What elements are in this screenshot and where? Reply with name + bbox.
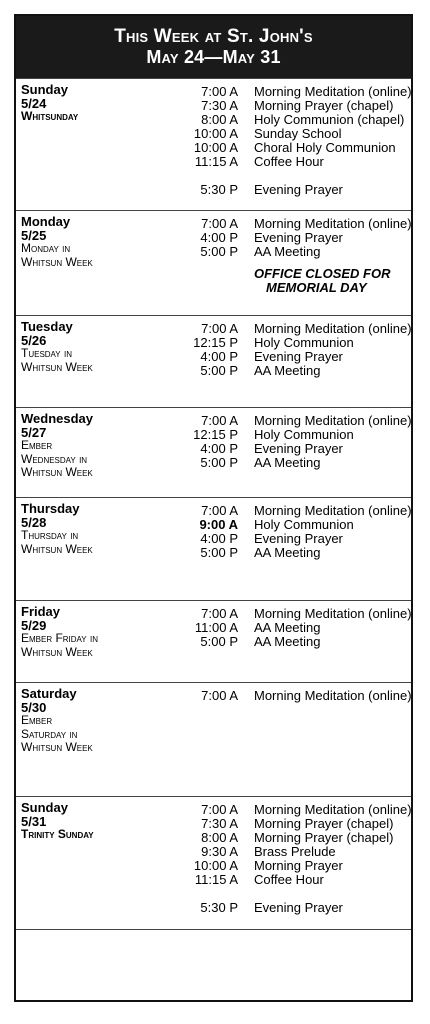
day-feast: Whitsun Week	[21, 254, 93, 269]
event-time: 9:30 A	[201, 844, 238, 859]
day-name: Thursday	[21, 501, 80, 516]
event-time: 7:00 A	[201, 84, 238, 99]
event-name: Morning Meditation (online)	[254, 503, 412, 518]
closing-divider	[16, 929, 411, 930]
event-name: AA Meeting	[254, 620, 321, 635]
day-feast: Monday in	[21, 241, 71, 256]
event-time: 11:00 A	[194, 620, 238, 635]
day-name: Monday	[21, 214, 71, 229]
event-time: 7:30 A	[201, 816, 238, 831]
event-name: Morning Prayer (chapel)	[254, 816, 394, 831]
event-name: Evening Prayer	[254, 182, 343, 197]
event-time: 5:30 P	[200, 182, 238, 197]
event-name: Morning Meditation (online)	[254, 84, 412, 99]
event-time: 4:00 P	[200, 441, 238, 456]
event-time: 7:30 A	[201, 98, 238, 113]
event-time: 5:00 P	[200, 244, 238, 259]
event-time: 7:00 A	[201, 216, 238, 231]
day-date: 5/24	[21, 95, 47, 111]
day-label	[21, 687, 151, 755]
event-time: 10:00 A	[193, 858, 238, 873]
event-time: 12:15 P	[193, 427, 238, 442]
event-name: Morning Meditation (online)	[254, 413, 412, 428]
day-name: Sunday	[21, 800, 68, 815]
day-block	[16, 210, 411, 315]
day-date: 5/29	[21, 617, 47, 633]
event-time: 4:00 P	[200, 230, 238, 245]
event-time: 5:30 P	[200, 900, 238, 915]
day-label	[21, 412, 151, 480]
schedule-card	[14, 14, 413, 1002]
schedule-header	[16, 16, 411, 78]
event-name: Morning Meditation (online)	[254, 688, 412, 703]
event-name: AA Meeting	[254, 244, 321, 259]
event-time: 12:15 P	[193, 335, 238, 350]
event-time: 11:15 A	[194, 154, 238, 169]
event-time: 5:00 P	[200, 545, 238, 560]
header-date-range: May 24—May 31	[146, 47, 281, 67]
event-name: Evening Prayer	[254, 441, 343, 456]
event-name: Coffee Hour	[254, 154, 324, 169]
event-time: 7:00 A	[201, 802, 238, 817]
event-name: AA Meeting	[254, 363, 321, 378]
event-name: Holy Communion	[254, 335, 354, 350]
day-date: 5/28	[21, 514, 47, 530]
event-name: Morning Prayer (chapel)	[254, 98, 394, 113]
day-date: 5/27	[21, 424, 47, 440]
event-name: Evening Prayer	[254, 349, 343, 364]
event-name: Sunday School	[254, 126, 342, 141]
office-closed-note	[254, 267, 404, 295]
event-name: Evening Prayer	[254, 230, 343, 245]
day-feast: Ember Friday in	[21, 631, 98, 646]
event-time: 7:00 A	[201, 688, 238, 703]
event-time: 11:15 A	[194, 872, 238, 887]
event-name: Coffee Hour	[254, 872, 324, 887]
event-name: AA Meeting	[254, 634, 321, 649]
event-name: AA Meeting	[254, 455, 321, 470]
event-time: 7:00 A	[201, 606, 238, 621]
event-name: Morning Meditation (online)	[254, 606, 412, 621]
day-feast: Whitsun Week	[21, 740, 93, 755]
day-feast: Ember	[21, 713, 53, 728]
event-name: Holy Communion	[254, 517, 354, 532]
day-name: Sunday	[21, 82, 68, 97]
day-label	[21, 215, 151, 269]
event-time: 5:00 P	[200, 455, 238, 470]
event-name: Brass Prelude	[254, 844, 336, 859]
day-date: 5/30	[21, 699, 47, 715]
event-time: 8:00 A	[201, 830, 238, 845]
day-block	[16, 78, 411, 210]
event-time: 7:00 A	[201, 321, 238, 336]
day-feast: Trinity Sunday	[21, 827, 94, 842]
day-block	[16, 682, 411, 796]
day-date: 5/25	[21, 227, 47, 243]
event-time: 5:00 P	[200, 363, 238, 378]
day-feast: Whitsun Week	[21, 359, 93, 374]
day-date: 5/31	[21, 813, 47, 829]
day-label	[21, 83, 151, 124]
day-block	[16, 407, 411, 497]
day-feast: Whitsun Week	[21, 465, 93, 480]
event-name: Morning Meditation (online)	[254, 321, 412, 336]
day-date: 5/26	[21, 332, 47, 348]
day-label	[21, 605, 151, 659]
day-feast: Whitsunday	[21, 109, 79, 124]
day-block	[16, 315, 411, 407]
event-time: 10:00 A	[193, 140, 238, 155]
day-feast: Saturday in	[21, 726, 78, 741]
event-name: Morning Meditation (online)	[254, 802, 412, 817]
day-name: Tuesday	[21, 319, 73, 334]
day-block	[16, 600, 411, 682]
event-name: Evening Prayer	[254, 900, 343, 915]
day-label	[21, 320, 151, 374]
event-time: 9:00 A	[199, 517, 238, 532]
event-time: 7:00 A	[201, 503, 238, 518]
day-feast: Tuesday in	[21, 346, 72, 361]
event-name: Holy Communion	[254, 427, 354, 442]
day-feast: Whitsun Week	[21, 644, 93, 659]
day-feast: Thursday in	[21, 528, 79, 543]
note-line: OFFICE CLOSED FOR	[254, 266, 391, 281]
event-name: AA Meeting	[254, 545, 321, 560]
event-name: Morning Prayer	[254, 858, 343, 873]
header-title: This Week at St. John's	[114, 26, 313, 47]
event-time: 10:00 A	[193, 126, 238, 141]
day-label	[21, 801, 151, 842]
day-name: Friday	[21, 604, 61, 619]
day-block	[16, 796, 411, 929]
event-time: 7:00 A	[201, 413, 238, 428]
event-time: 5:00 P	[200, 634, 238, 649]
day-name: Wednesday	[21, 411, 94, 426]
event-name: Morning Prayer (chapel)	[254, 830, 394, 845]
event-time: 4:00 P	[200, 349, 238, 364]
event-name: Evening Prayer	[254, 531, 343, 546]
event-name: Morning Meditation (online)	[254, 216, 412, 231]
note-line: MEMORIAL DAY	[266, 280, 367, 295]
day-feast: Whitsun Week	[21, 541, 93, 556]
event-name: Holy Communion (chapel)	[254, 112, 405, 127]
day-name: Saturday	[21, 686, 77, 701]
day-label	[21, 502, 151, 556]
day-feast: Wednesday in	[21, 451, 88, 466]
day-feast: Ember	[21, 438, 53, 453]
day-block	[16, 497, 411, 600]
event-time: 8:00 A	[201, 112, 238, 127]
event-time: 4:00 P	[200, 531, 238, 546]
event-name: Choral Holy Communion	[254, 140, 396, 155]
